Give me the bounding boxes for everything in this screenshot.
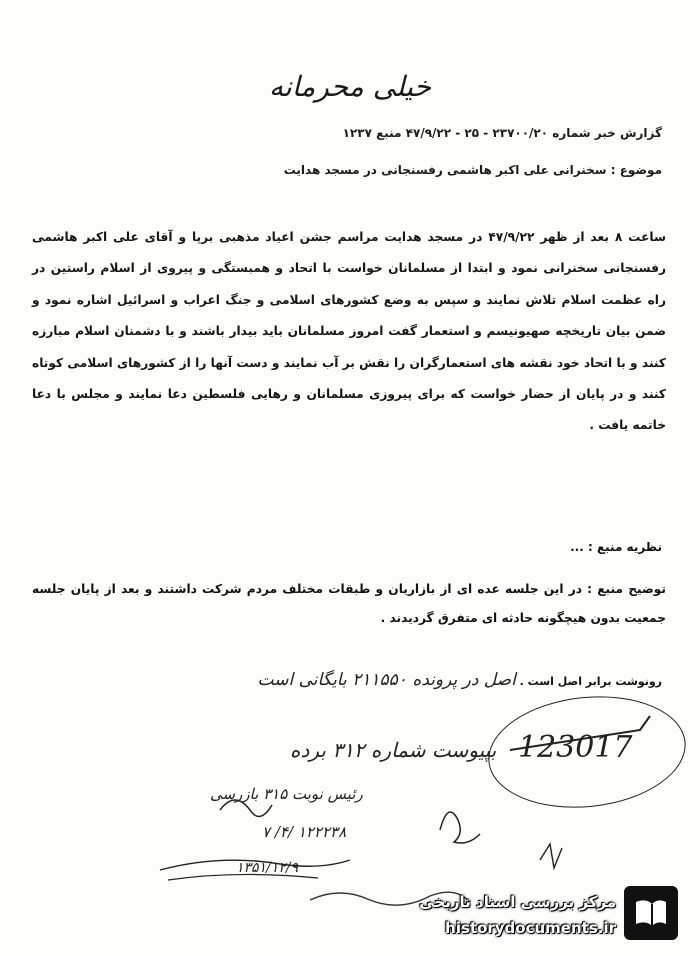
source-opinion: نظریه منبع : ... [570,540,662,554]
handwritten-note-date: ۱۳۵۱/۱۲/۹ [236,860,299,876]
report-body: ساعت ۸ بعد از ظهر ۴۷/۹/۲۲ در مسجد هدایت مراسم جشن اعیاد مذهبی برپا و آقای علی اکبر هاشمی رفسنجانی سخنرانی نمود و ابتدا از مسلمانان خواست با اتحاد و همبستگی و پیروی از اسلام راستین در راه عظمت اسلام تلاش نمایند و سپس به وضع کشورهای اسلامی و جنگ اعراب و اسرائیل اشاره نمود و ضمن بیان تاریخچه صهیونیسم و استعمار گفت امروز مسلمانان باید بیدار باشند و با دشمنان اسلام مبارزه کنند و با اتحاد خود نقشه های استعمارگران را نقش بر آب نمایند و دست آنها را از کشورهای اسلامی کوتاه کنند و در پایان از حضار خواست که برای پیروزی مسلمانان و رهایی فلسطین دعا نمایند و مجلس با دعا خاتمه یافت . [32,230,666,433]
stamp-number: 123017 [518,730,633,765]
watermark-url: historydocuments.ir [445,919,616,937]
source-note: توضیح منبع : در این جلسه عده ای از بازاریان و طبقات مختلف مردم شرکت داشتند و بعد از پایان جلسه جمعیت بدون هیچگونه حادثه ای متفرق گردیدند . [32,582,666,625]
subject-line: موضوع : سخنرانی علی اکبر هاشمی رفسنجانی در مسجد هدایت [283,163,662,177]
watermark-brand: مرکز بررسی اسناد تاریخی [419,893,616,911]
classification-heading: خیلی محرمانه [268,70,432,103]
handwritten-archive-note: اصل در پرونده ۲۱۱۵۵۰ بایگانی است [257,670,516,690]
handwritten-note-number: ۱۲۲۲۳۸ /۴/ ۷ [262,823,347,841]
book-icon [622,884,680,942]
handwritten-note-attachment: بپیوست شماره ۳۱۲ برده [290,738,497,762]
report-number-line: گزارش خبر شماره ۲۳۷۰۰/۲۰ - ۲۵ - ۴۷/۹/۲۲ منبع ۱۲۳۷ [342,126,662,140]
handwritten-note-inspection: رئیس نوبت ۳۱۵ بازرسی [210,785,363,803]
certified-copy-label: رونوشت برابر اصل است . [519,675,662,688]
